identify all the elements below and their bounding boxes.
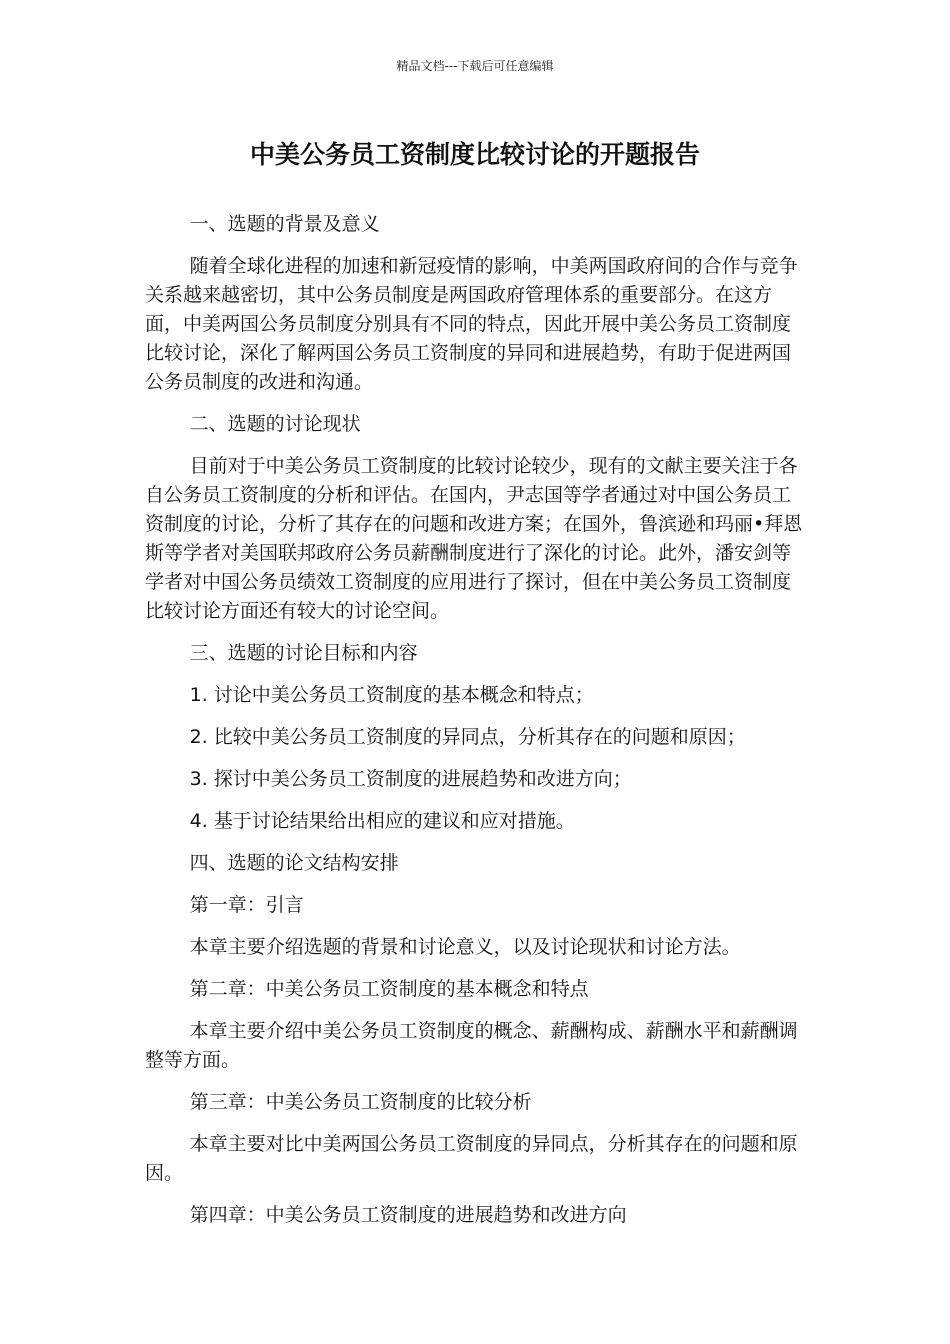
chapter-desc-2: 本章主要介绍中美公务员工资制度的概念、薪酬构成、薪酬水平和薪酬调整等方面。 [145, 1020, 798, 1071]
paragraph-research-status: 目前对于中美公务员工资制度的比较讨论较少，现有的文献主要关注于各自公务员工资制度的分析和评估。在国内，尹志国等学者通过对中国公务员工资制度的讨论，分析了其存在的问题和改进方案；在国外，鲁滨逊和玛丽•拜恩斯等学者对美国联邦政府公务员薪酬制度进行了深化的讨论。此外，潘安剑等学者对中国公务员绩效工资制度的应用进行了探讨，但在中美公务员工资制度比较讨论方面还有较大的讨论空间。 [145, 455, 803, 622]
chapter-desc-3: 本章主要对比中美两国公务员工资制度的异同点，分析其存在的问题和原因。 [145, 1133, 798, 1184]
section-heading-background: 一、选题的背景及意义 [189, 213, 380, 235]
goal-item-4: 4. 基于讨论结果给出相应的建议和应对措施。 [189, 810, 575, 832]
header-note: 精品文档---下载后可任意编辑 [396, 59, 554, 73]
chapter-heading-2: 第二章：中美公务员工资制度的基本概念和特点 [189, 978, 589, 1000]
chapter-heading-1: 第一章：引言 [189, 894, 304, 916]
chapter-heading-4: 第四章：中美公务员工资制度的进展趋势和改进方向 [189, 1204, 627, 1226]
chapter-desc-1: 本章主要介绍选题的背景和讨论意义，以及讨论现状和讨论方法。 [189, 936, 741, 958]
goal-item-3: 3. 探讨中美公务员工资制度的进展趋势和改进方向； [189, 768, 632, 790]
section-heading-research-status: 二、选题的讨论现状 [189, 413, 361, 435]
section-heading-goals: 三、选题的讨论目标和内容 [189, 642, 418, 664]
document-title: 中美公务员工资制度比较讨论的开题报告 [249, 140, 700, 169]
goal-item-1: 1. 讨论中美公务员工资制度的基本概念和特点； [189, 684, 594, 706]
section-heading-structure: 四、选题的论文结构安排 [189, 852, 399, 874]
chapter-heading-3: 第三章：中美公务员工资制度的比较分析 [189, 1091, 532, 1113]
paragraph-background: 随着全球化进程的加速和新冠疫情的影响，中美两国政府间的合作与竞争关系越来越密切，其中公务员制度是两国政府管理体系的重要部分。在这方面，中美两国公务员制度分别具有不同的特点，因此开展中美公务员工资制度比较讨论，深化了解两国公务员工资制度的异同和进展趋势，有助于促进两国公务员制度的改进和沟通。 [145, 255, 798, 393]
document-body [145, 210, 805, 1243]
goal-item-2: 2. 比较中美公务员工资制度的异同点，分析其存在的问题和原因； [189, 726, 746, 748]
